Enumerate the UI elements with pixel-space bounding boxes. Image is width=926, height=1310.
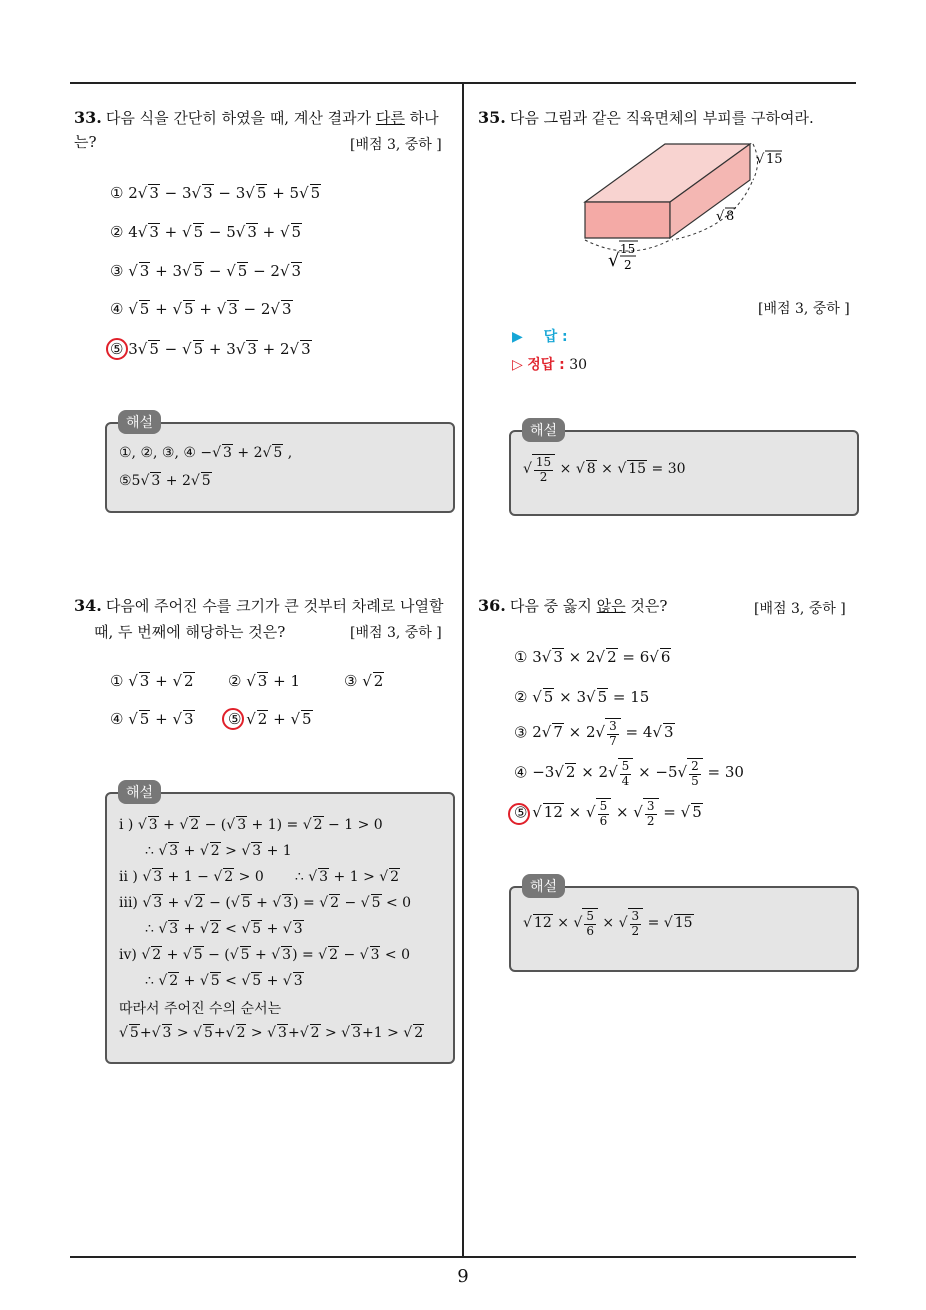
correct-label: 정답 : [527,357,565,373]
q34-option-5[interactable] [228,710,313,728]
option-expression: √ 3 + √ 2 [128,672,194,690]
explanation-line-9: √ 5+√ 3 > √ 5+√ 2 > √ 3+√ 2 > √ 3+1 > √ 2 [119,1025,424,1041]
option-mark: ④ [514,763,528,782]
q33-explanation-box [105,422,455,513]
option-expression: 3√ 3 × 2√ 2 = 6√ 6 [532,648,671,666]
dim-mid-value: 8 [726,209,735,224]
dim-bottom-denominator: 2 [624,258,632,272]
q33-text-a: 다음 식을 간단히 하였을 때, 계산 결과가 [105,109,376,127]
q36-explanation-box [509,886,859,972]
option-expression: √ 2 + √ 5 [246,710,312,728]
q33-explanation-tag: 해설 [118,410,161,434]
q35-explanation-box [509,430,859,516]
cuboid-figure [570,138,800,278]
option-mark: ④ [110,710,124,728]
q34-option-4[interactable] [110,710,195,728]
q33-text-underlined: 다른 [375,109,405,127]
correct-marker-icon: ▷ [512,357,523,373]
explanation-line-2: ∴ √ 3 + √ 2 > √ 3 + 1 [145,843,292,859]
q33-option-2[interactable] [110,223,302,241]
option-expression: √ 5 × 3√ 5 = 15 [532,688,650,706]
q33-text-b: 하나는? [74,109,439,151]
answer-marker-icon: ▶ [512,329,523,345]
q36-text-b: 것은? [625,597,668,615]
correct-value: 30 [569,357,588,373]
option-expression: √ 5 + √ 3 [128,710,194,728]
q33-option-4[interactable] [110,300,293,318]
dim-mid-label: √ [716,209,725,224]
option-mark: ① [514,648,528,666]
q36-option-3[interactable] [514,718,675,749]
q35-question [478,106,814,130]
q34-option-2[interactable] [228,672,300,690]
q35-text: 다음 그림과 같은 직육면체의 부피를 구하여라. [509,109,814,127]
answer-label: 답 : [543,329,568,345]
explanation-line-7: ∴ √ 2 + √ 5 < √ 5 + √ 3 [145,973,303,989]
q34-text-line-2: 때, 두 번째에 해당하는 것은? [94,623,286,641]
option-expression: √ 3 + 3√ 5 − √ 5 − 2√ 3 [128,262,302,280]
q33-option-5[interactable] [110,340,312,358]
q34-question [74,594,458,618]
explanation-line-1: ①, ②, ③, ④ −√ 3 + 2√ 5 , [119,445,293,461]
q36-explanation-tag: 해설 [522,874,565,898]
q34-number: 34. [74,596,102,615]
explanation-line-1: i ) √ 3 + √ 2 − (√ 3 + 1) = √ 2 − 1 > 0 [119,817,383,833]
cuboid-front-face [585,202,670,238]
q34-explanation-tag: 해설 [118,780,161,804]
option-expression: 2√ 7 × 2√ $\frac{3}{7}$ = 4√ 3 [532,719,674,748]
bottom-rule [70,1256,856,1258]
dim-bottom-radical: √ [608,250,620,271]
q36-number: 36. [478,596,506,615]
q35-correct-row [512,354,587,374]
q34-option-3[interactable] [344,672,384,690]
option-expression: √ 2 [362,672,384,690]
explanation-line-2: ⑤5√ 3 + 2√ 5 [119,473,211,489]
column-divider [462,83,464,1257]
option-mark: ③ [344,672,358,690]
option-expression: √ 3 + 1 [246,672,300,690]
option-expression: √ 12 × √ $\frac{5}{6}$ × √ $\frac{3}{2}$ = √ 5 [532,799,702,828]
q33-option-3[interactable] [110,262,302,280]
q36-question [478,594,667,618]
option-mark: ⑤ [110,340,124,358]
q36-option-4[interactable] [514,758,744,789]
dim-bottom-numerator: 15 [620,242,636,256]
q33-option-1[interactable] [110,184,321,202]
q35-answer-row [512,326,568,346]
q34-option-1[interactable] [110,672,195,690]
q36-score: [배점 3, 중하 ] [754,601,846,617]
dim-top-label: √ [756,152,765,167]
explanation-line-1: √ 12 × √ $\frac{5}{6}$ × √ $\frac{3}{2}$ = √ 15 [523,909,693,938]
option-expression: −3√ 2 × 2√ $\frac{5}{4}$ × −5√ $\frac{2}{5}$ = 30 [532,759,744,788]
q34-explanation-box [105,792,455,1064]
q34-score: [배점 3, 중하 ] [350,625,442,641]
q36-text-a: 다음 중 옳지 [509,597,597,615]
option-expression: 3√ 5 − √ 5 + 3√ 3 + 2√ 3 [128,340,311,358]
q35-score: [배점 3, 중하 ] [758,301,850,317]
option-mark: ③ [110,262,124,280]
explanation-line-5: ∴ √ 3 + √ 2 < √ 5 + √ 3 [145,921,303,937]
explanation-line-3: ii ) √ 3 + 1 − √ 2 > 0 ∴ √ 3 + 1 > √ 2 [119,869,400,885]
dim-top-value: 15 [766,152,783,167]
explanation-conclusion: 따라서 주어진 수의 순서는 [119,1001,282,1017]
option-mark: ② [228,672,242,690]
option-expression: √ 5 + √ 5 + √ 3 − 2√ 3 [128,300,292,318]
option-mark: ② [514,688,528,706]
q36-option-1[interactable] [514,648,671,666]
q34-text-a: 다음에 주어진 수를 크기가 큰 것부터 차례로 나열할 [105,597,444,615]
q35-number: 35. [478,108,506,127]
q33-score: [배점 3, 중하 ] [350,137,442,153]
option-expression: 2√ 3 − 3√ 3 − 3√ 5 + 5√ 5 [128,184,321,202]
q36-text-underlined: 않은 [596,597,626,615]
option-mark: ④ [110,300,124,318]
option-expression: 4√ 3 + √ 5 − 5√ 3 + √ 5 [128,223,302,241]
explanation-line-4: iii) √ 3 + √ 2 − (√ 5 + √ 3) = √ 2 − √ 5 < 0 [119,895,412,911]
q35-explanation-tag: 해설 [522,418,565,442]
option-mark: ⑤ [514,803,528,822]
q36-option-2[interactable] [514,688,649,706]
q33-number: 33. [74,108,102,127]
option-mark: ① [110,672,124,690]
option-mark: ② [110,223,124,241]
q36-option-5[interactable] [514,798,703,829]
explanation-line-1: √ $\frac{15}{2}$ × √ 8 × √ 15 = 30 [523,455,686,484]
explanation-line-6: iv) √ 2 + √ 5 − (√ 5 + √ 3) = √ 2 − √ 3 < 0 [119,947,411,963]
option-mark: ③ [514,723,528,742]
page-number: 9 [457,1266,469,1287]
option-mark: ⑤ [228,710,242,728]
option-mark: ① [110,184,124,202]
